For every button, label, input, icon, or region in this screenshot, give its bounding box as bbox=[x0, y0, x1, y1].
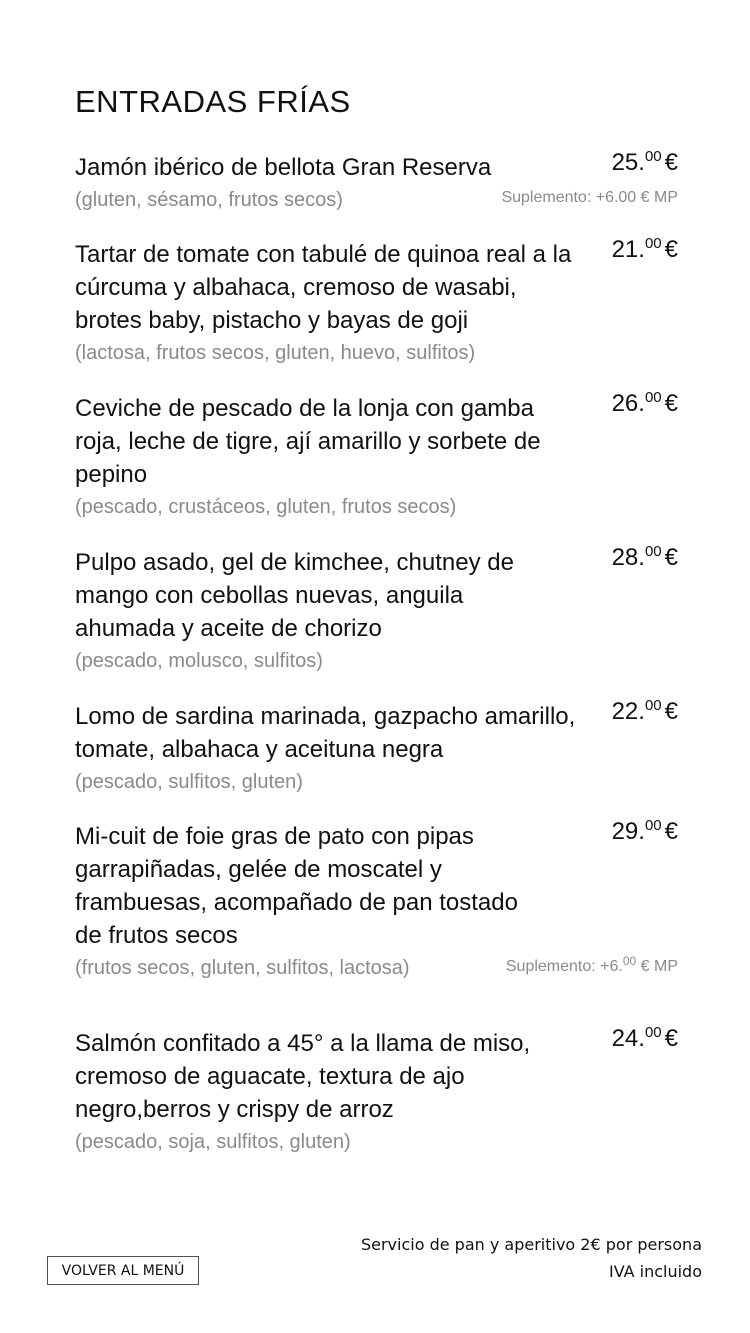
supplement-note bbox=[506, 954, 678, 976]
menu-item bbox=[75, 543, 680, 674]
supplement-note bbox=[501, 189, 678, 207]
price-currency: € bbox=[664, 1025, 678, 1052]
price-currency: € bbox=[664, 236, 678, 263]
dish-price bbox=[612, 1024, 678, 1053]
price-whole: 21. bbox=[611, 236, 645, 263]
menu-item bbox=[75, 817, 680, 981]
dish-price bbox=[612, 543, 678, 572]
dish-name: Pulpo asado, gel de kimchee, chutney de mango con cebollas nuevas, anguila ahumada y aceite de chorizo bbox=[75, 549, 514, 642]
price-cents: 00 bbox=[644, 543, 662, 560]
supplement-cents: 00 bbox=[622, 954, 637, 968]
price-whole: 24. bbox=[611, 1025, 645, 1052]
dish-price bbox=[612, 148, 678, 177]
dish-allergens: (pescado, crustáceos, gluten, frutos secos) bbox=[75, 496, 457, 518]
price-currency: € bbox=[664, 149, 678, 176]
dish-allergens: (pescado, sulfitos, gluten) bbox=[75, 771, 303, 793]
price-whole: 26. bbox=[611, 390, 645, 417]
dish-name: Jamón ibérico de bellota Gran Reserva bbox=[75, 154, 492, 181]
supplement-text: Suplemento: +6. bbox=[505, 958, 623, 975]
supplement-suffix: € MP bbox=[636, 189, 678, 206]
dish-price bbox=[612, 697, 678, 726]
price-cents: 00 bbox=[644, 1024, 662, 1041]
price-whole: 29. bbox=[611, 818, 645, 845]
tax-note: IVA incluido bbox=[608, 1262, 702, 1281]
dish-allergens: (pescado, molusco, sulfitos) bbox=[75, 650, 323, 672]
section-title: ENTRADAS FRÍAS bbox=[75, 84, 351, 119]
dish-allergens: (frutos secos, gluten, sulfitos, lactosa) bbox=[75, 957, 410, 979]
price-whole: 25. bbox=[611, 149, 645, 176]
back-to-menu-button[interactable]: VOLVER AL MENÚ bbox=[47, 1256, 199, 1285]
menu-item bbox=[75, 1024, 680, 1155]
dish-allergens: (lactosa, frutos secos, gluten, huevo, sulfitos) bbox=[75, 342, 476, 364]
supplement-suffix: € MP bbox=[636, 958, 678, 975]
price-cents: 00 bbox=[644, 235, 662, 252]
menu-item bbox=[75, 697, 680, 795]
supplement-cents: 00 bbox=[618, 189, 637, 206]
dish-name: Ceviche de pescado de la lonja con gamba roja, leche de tigre, ají amarillo y sorbete de pepino bbox=[75, 395, 541, 488]
dish-price bbox=[612, 235, 678, 264]
dish-price bbox=[612, 817, 678, 846]
price-currency: € bbox=[664, 390, 678, 417]
menu-item bbox=[75, 148, 680, 213]
price-cents: 00 bbox=[644, 148, 662, 165]
price-cents: 00 bbox=[644, 389, 662, 406]
dish-allergens: (gluten, sésamo, frutos secos) bbox=[75, 189, 343, 211]
dish-name: Lomo de sardina marinada, gazpacho amarillo, tomate, albahaca y aceituna negra bbox=[75, 703, 576, 763]
dish-name: Salmón confitado a 45° a la llama de miso, cremoso de aguacate, textura de ajo negro,berros y crispy de arroz bbox=[75, 1030, 531, 1123]
supplement-text: Suplemento: +6. bbox=[501, 189, 619, 206]
service-note: Servicio de pan y aperitivo 2€ por persona bbox=[360, 1235, 702, 1254]
price-currency: € bbox=[664, 544, 678, 571]
dish-name: Mi-cuit de foie gras de pato con pipas garrapiñadas, gelée de moscatel y frambuesas, acompañado de pan tostado de frutos secos bbox=[75, 823, 518, 949]
dish-allergens: (pescado, soja, sulfitos, gluten) bbox=[75, 1131, 351, 1153]
dish-price bbox=[612, 389, 678, 418]
menu-item bbox=[75, 389, 680, 520]
menu-item bbox=[75, 235, 680, 366]
price-cents: 00 bbox=[644, 697, 662, 714]
dish-name: Tartar de tomate con tabulé de quinoa real a la cúrcuma y albahaca, cremoso de wasabi, brotes baby, pistacho y bayas de goji bbox=[75, 241, 572, 334]
price-currency: € bbox=[664, 698, 678, 725]
price-currency: € bbox=[664, 818, 678, 845]
price-whole: 22. bbox=[611, 698, 645, 725]
price-cents: 00 bbox=[644, 817, 662, 834]
price-whole: 28. bbox=[611, 544, 645, 571]
